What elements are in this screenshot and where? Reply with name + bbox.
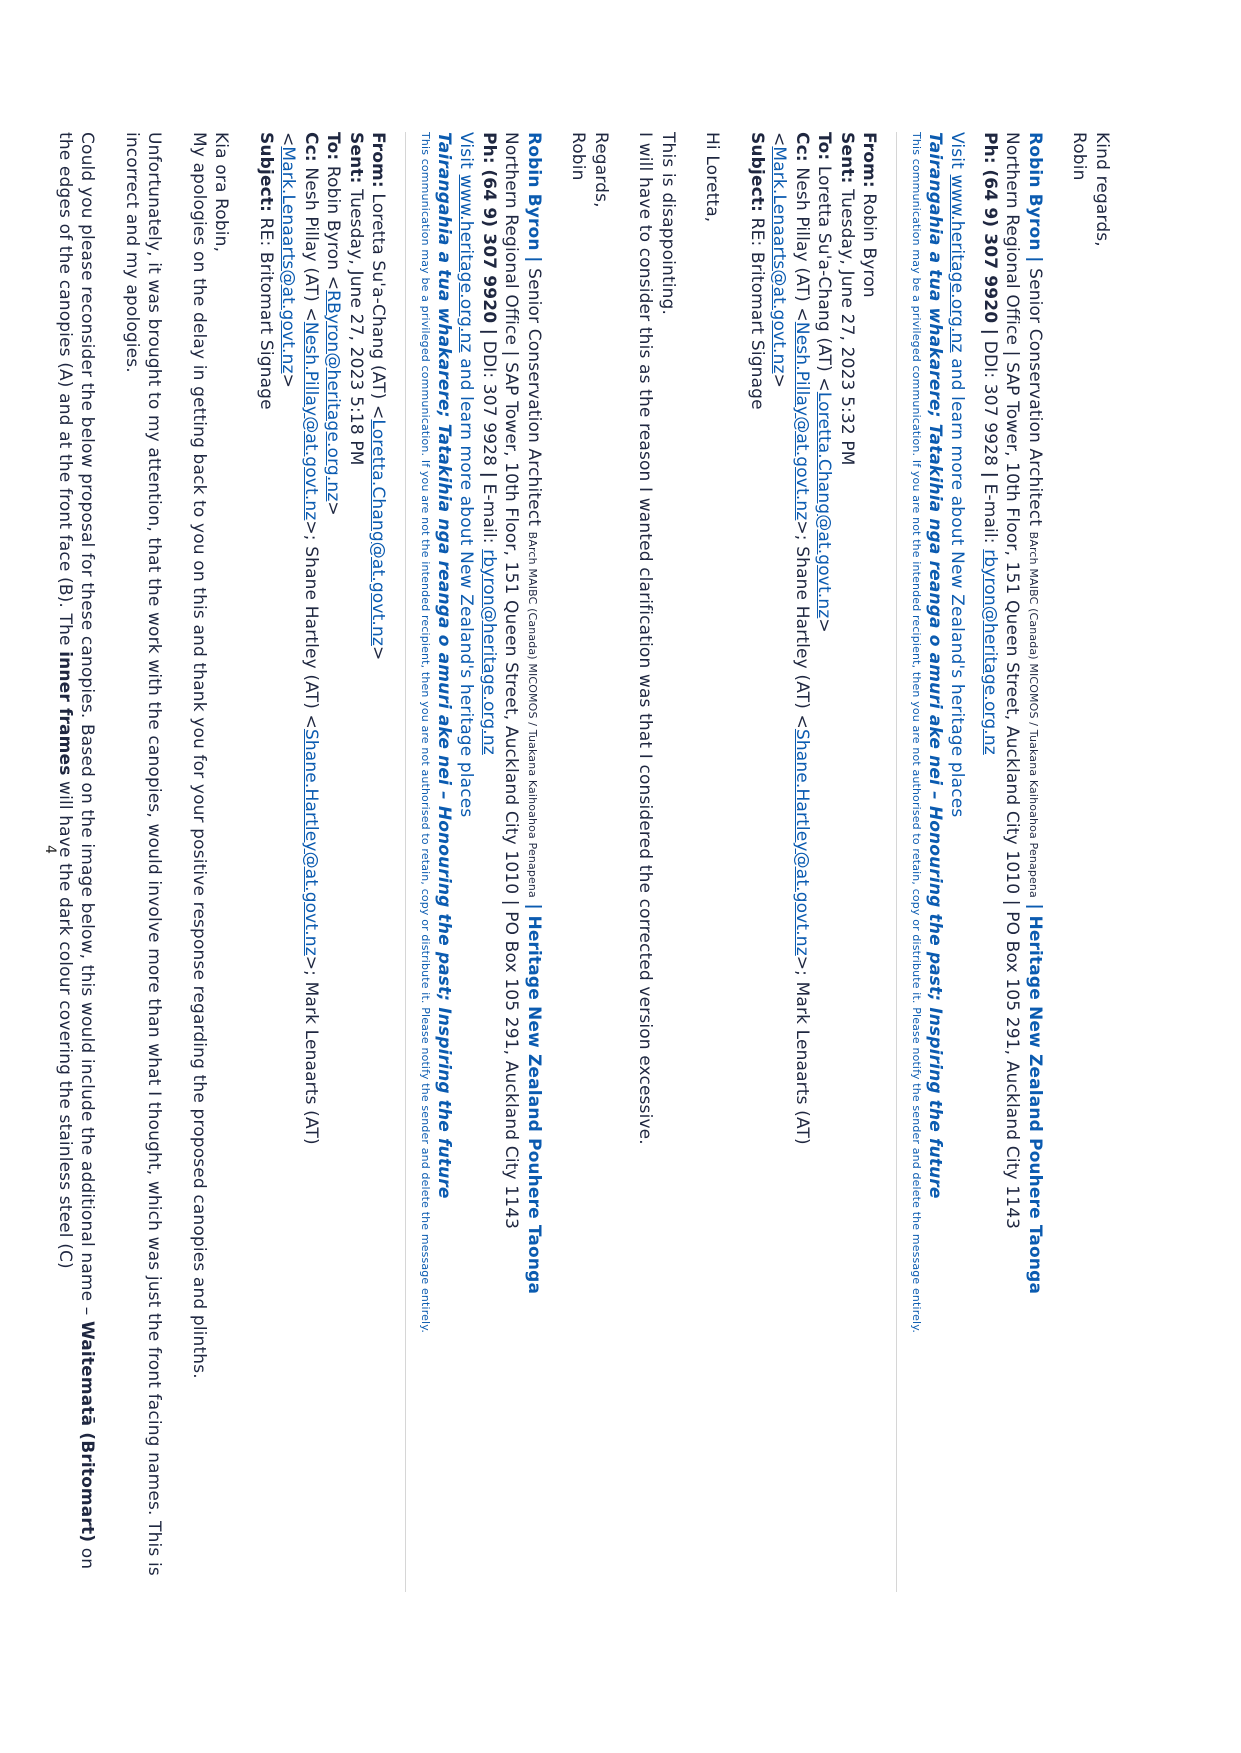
closing-name: Robin (1069, 132, 1090, 181)
closing-line: Kind regards, (1092, 132, 1112, 247)
ddi-value: 307 9928 (479, 383, 499, 467)
divider (406, 132, 407, 1592)
sig-org: Heritage New Zealand Pouhere Taonga (524, 915, 544, 1295)
sig-motto: Tairangahia a tua whakarere; Tatakihia nga reanga o amuri ake nei – Honouring the past; Inspiring the future (925, 132, 945, 1199)
sig-quals: BArch MAIBC (Canada) MICOMOS / Tuakana Kaihoahoa Penapena (1027, 531, 1040, 898)
sig-name: Robin Byron (1025, 132, 1045, 251)
cc-email-link[interactable]: Shane.Hartley@at.govt.nz (792, 728, 812, 956)
ph-value: (64 9) 307 9920 (479, 169, 499, 324)
subject-value: RE: Britomart Signage (747, 217, 767, 410)
website-link[interactable]: www.heritage.org.nz (456, 174, 477, 353)
sig-email-link[interactable]: rbyron@heritage.org.nz (479, 549, 499, 755)
sig-quals: BArch MAIBC (Canada) MICOMOS / Tuakana Kaihoahoa Penapena (526, 531, 539, 898)
sig-role: Senior Conservation Architect (1025, 268, 1045, 527)
email-header-1: From: Robin Byron Sent: Tuesday, June 27, 2023 5:32 PM To: Loretta Su'a-Chang (AT) <Loretta.Chang@at.govt.nz> Cc: Nesh Pillay (AT) <Nesh.Pillay@at.govt.nz>; Shane Hartley (AT) <Shane.Hartley@at.govt.nz>; Mark Lenaarts (AT) <Mark.Lenaarts@at.govt.nz> Subject: RE: Britomart Signage (747, 132, 880, 1145)
visit-text: and learn more about New Zealand's heritage places (456, 358, 477, 818)
visit-text: and learn more about New Zealand's heritage places (947, 358, 968, 818)
cc-email-link[interactable]: Nesh.Pillay@at.govt.nz (792, 321, 812, 521)
sig-motto: Tairangahia a tua whakarere; Tatakihia nga reanga o amuri ake nei – Honouring the past; Inspiring the future (434, 132, 454, 1199)
from-email-link[interactable]: Loretta.Chang@at.govt.nz (368, 419, 389, 646)
paragraph: Unfortunately, it was brought to my attention, that the work with the canopies, would involve more than what I thought, which was just the front facing names. This is incorrect and my apologies. (122, 132, 165, 1576)
cc-email-link[interactable]: Mark.Lenaarts@at.govt.nz (769, 146, 790, 374)
ph-value: (64 9) 307 9920 (980, 169, 1000, 324)
sig-address: Northern Regional Office | SAP Tower, 10th Floor, 151 Queen Street, Auckland City 1010 | PO Box 105 291, Auckland City 1143 (1002, 132, 1023, 1230)
signoff: Regards, (591, 132, 611, 208)
paragraph: My apologies on the delay in getting back to you on this and thank you for your positive response regarding the proposed canopies and plinths. (189, 132, 209, 1379)
body-line: I will have to consider this as the reason I wanted clarification was that I considered the corrected version excessive. (635, 132, 656, 1145)
sig-role: Senior Conservation Architect (524, 268, 544, 527)
greeting: Hi Loretta, (702, 132, 723, 223)
visit-label: Visit (947, 132, 968, 169)
subject-value: RE: Britomart Signage (256, 217, 276, 410)
sig-name: Robin Byron (524, 132, 544, 251)
sig-disclaimer: This communication may be a privileged communication. If you are not the intended recipient, then you are not authorised to retain, copy or distribute it. Please notify the sender and delete the message entirely. (419, 132, 433, 1333)
email-label: E-mail: (980, 483, 1000, 544)
sent-value: Tuesday, June 27, 2023 5:32 PM (837, 189, 857, 466)
ddi-label: DDI: (980, 340, 1000, 379)
to-email-link[interactable]: Loretta.Chang@at.govt.nz (814, 391, 835, 619)
cc-email-link[interactable]: Shane.Hartley@at.govt.nz (301, 728, 321, 956)
ddi-value: 307 9928 (980, 383, 1000, 467)
email-thread (54, 132, 1114, 1592)
to-email-link[interactable]: RByron@heritage.org.nz (323, 290, 344, 502)
divider (897, 132, 898, 1592)
paragraph: Could you please reconsider the below proposal for these canopies. Based on the image below, this would include the additional name – Waitematā (Britomart) on the edges of the canopies (A) and at the front face (B). The inner frames will have the dark colour covering the stainless steel (C) (55, 132, 98, 1570)
sig-address: Northern Regional Office | SAP Tower, 10th Floor, 151 Queen Street, Auckland City 1010 | PO Box 105 291, Auckland City 1143 (501, 132, 522, 1230)
ph-label: Ph: (980, 132, 1000, 164)
body-line: This is disappointing. (658, 132, 678, 316)
sig-disclaimer: This communication may be a privileged communication. If you are not the intended recipient, then you are not authorised to retain, copy or distribute it. Please notify the sender and delete the message entirely. (910, 132, 924, 1333)
signoff-name: Robin (568, 132, 589, 181)
email-header-2: From: Loretta Su'a-Chang (AT) <Loretta.Chang@at.govt.nz> Sent: Tuesday, June 27, 2023 5:18 PM To: Robin Byron <RByron@heritage.org.nz> Cc: Nesh Pillay (AT) <Nesh.Pillay@at.govt.nz>; Shane Hartley (AT) <Shane.Hartley@at.govt.nz>; Mark Lenaarts (AT) <Mark.Lenaarts@at.govt.nz> Subject: RE: Britomart Signage (256, 132, 389, 1145)
signature-block-2: Robin Byron | Senior Conservation Architect BArch MAIBC (Canada) MICOMOS / Tuakana Kaihoahoa Penapena | Heritage New Zealand Pouhere Taonga Northern Regional Office | SAP Tower, 10th Floor, 151 Queen Street, Auckland City 1010 | PO Box 105 291, Auckland City 1143 Ph: (64 9) 307 9920 | DDI: 307 9928 | E-mail: rbyron@heritage.org.nz Visit www.heritage.org.nz and learn more about New Zealand's heritage places Tairangahia a tua whakarere; Tatakihia nga reanga o amuri ake nei – Honouring the past; Inspiring the future This communication may be a privileged communication. If you are not the intended recipient, then you are not authorised to retain, copy or distribute it. Please notify the sender and delete the message entirely. (419, 132, 546, 1592)
signature-block-1: Robin Byron | Senior Conservation Architect BArch MAIBC (Canada) MICOMOS / Tuakana Kaihoahoa Penapena | Heritage New Zealand Pouhere Taonga Northern Regional Office | SAP Tower, 10th Floor, 151 Queen Street, Auckland City 1010 | PO Box 105 291, Auckland City 1143 Ph: (64 9) 307 9920 | DDI: 307 9928 | E-mail: rbyron@heritage.org.nz Visit www.heritage.org.nz and learn more about New Zealand's heritage places Tairangahia a tua whakarere; Tatakihia nga reanga o amuri ake nei – Honouring the past; Inspiring the future This communication may be a privileged communication. If you are not the intended recipient, then you are not authorised to retain, copy or distribute it. Please notify the sender and delete the message entirely. (910, 132, 1047, 1592)
sig-org: Heritage New Zealand Pouhere Taonga (1025, 915, 1045, 1295)
sig-email-link[interactable]: rbyron@heritage.org.nz (980, 549, 1000, 755)
sent-value: Tuesday, June 27, 2023 5:18 PM (346, 189, 366, 466)
from-value: Robin Byron (859, 193, 880, 298)
website-link[interactable]: www.heritage.org.nz (947, 174, 968, 353)
sig-separator: | (1025, 256, 1045, 263)
cc-email-link[interactable]: Nesh.Pillay@at.govt.nz (301, 321, 321, 521)
cc-email-link[interactable]: Mark.Lenaarts@at.govt.nz (278, 146, 299, 374)
greeting: Kia ora Robin, (211, 132, 232, 253)
page-number: 4 (42, 845, 58, 854)
